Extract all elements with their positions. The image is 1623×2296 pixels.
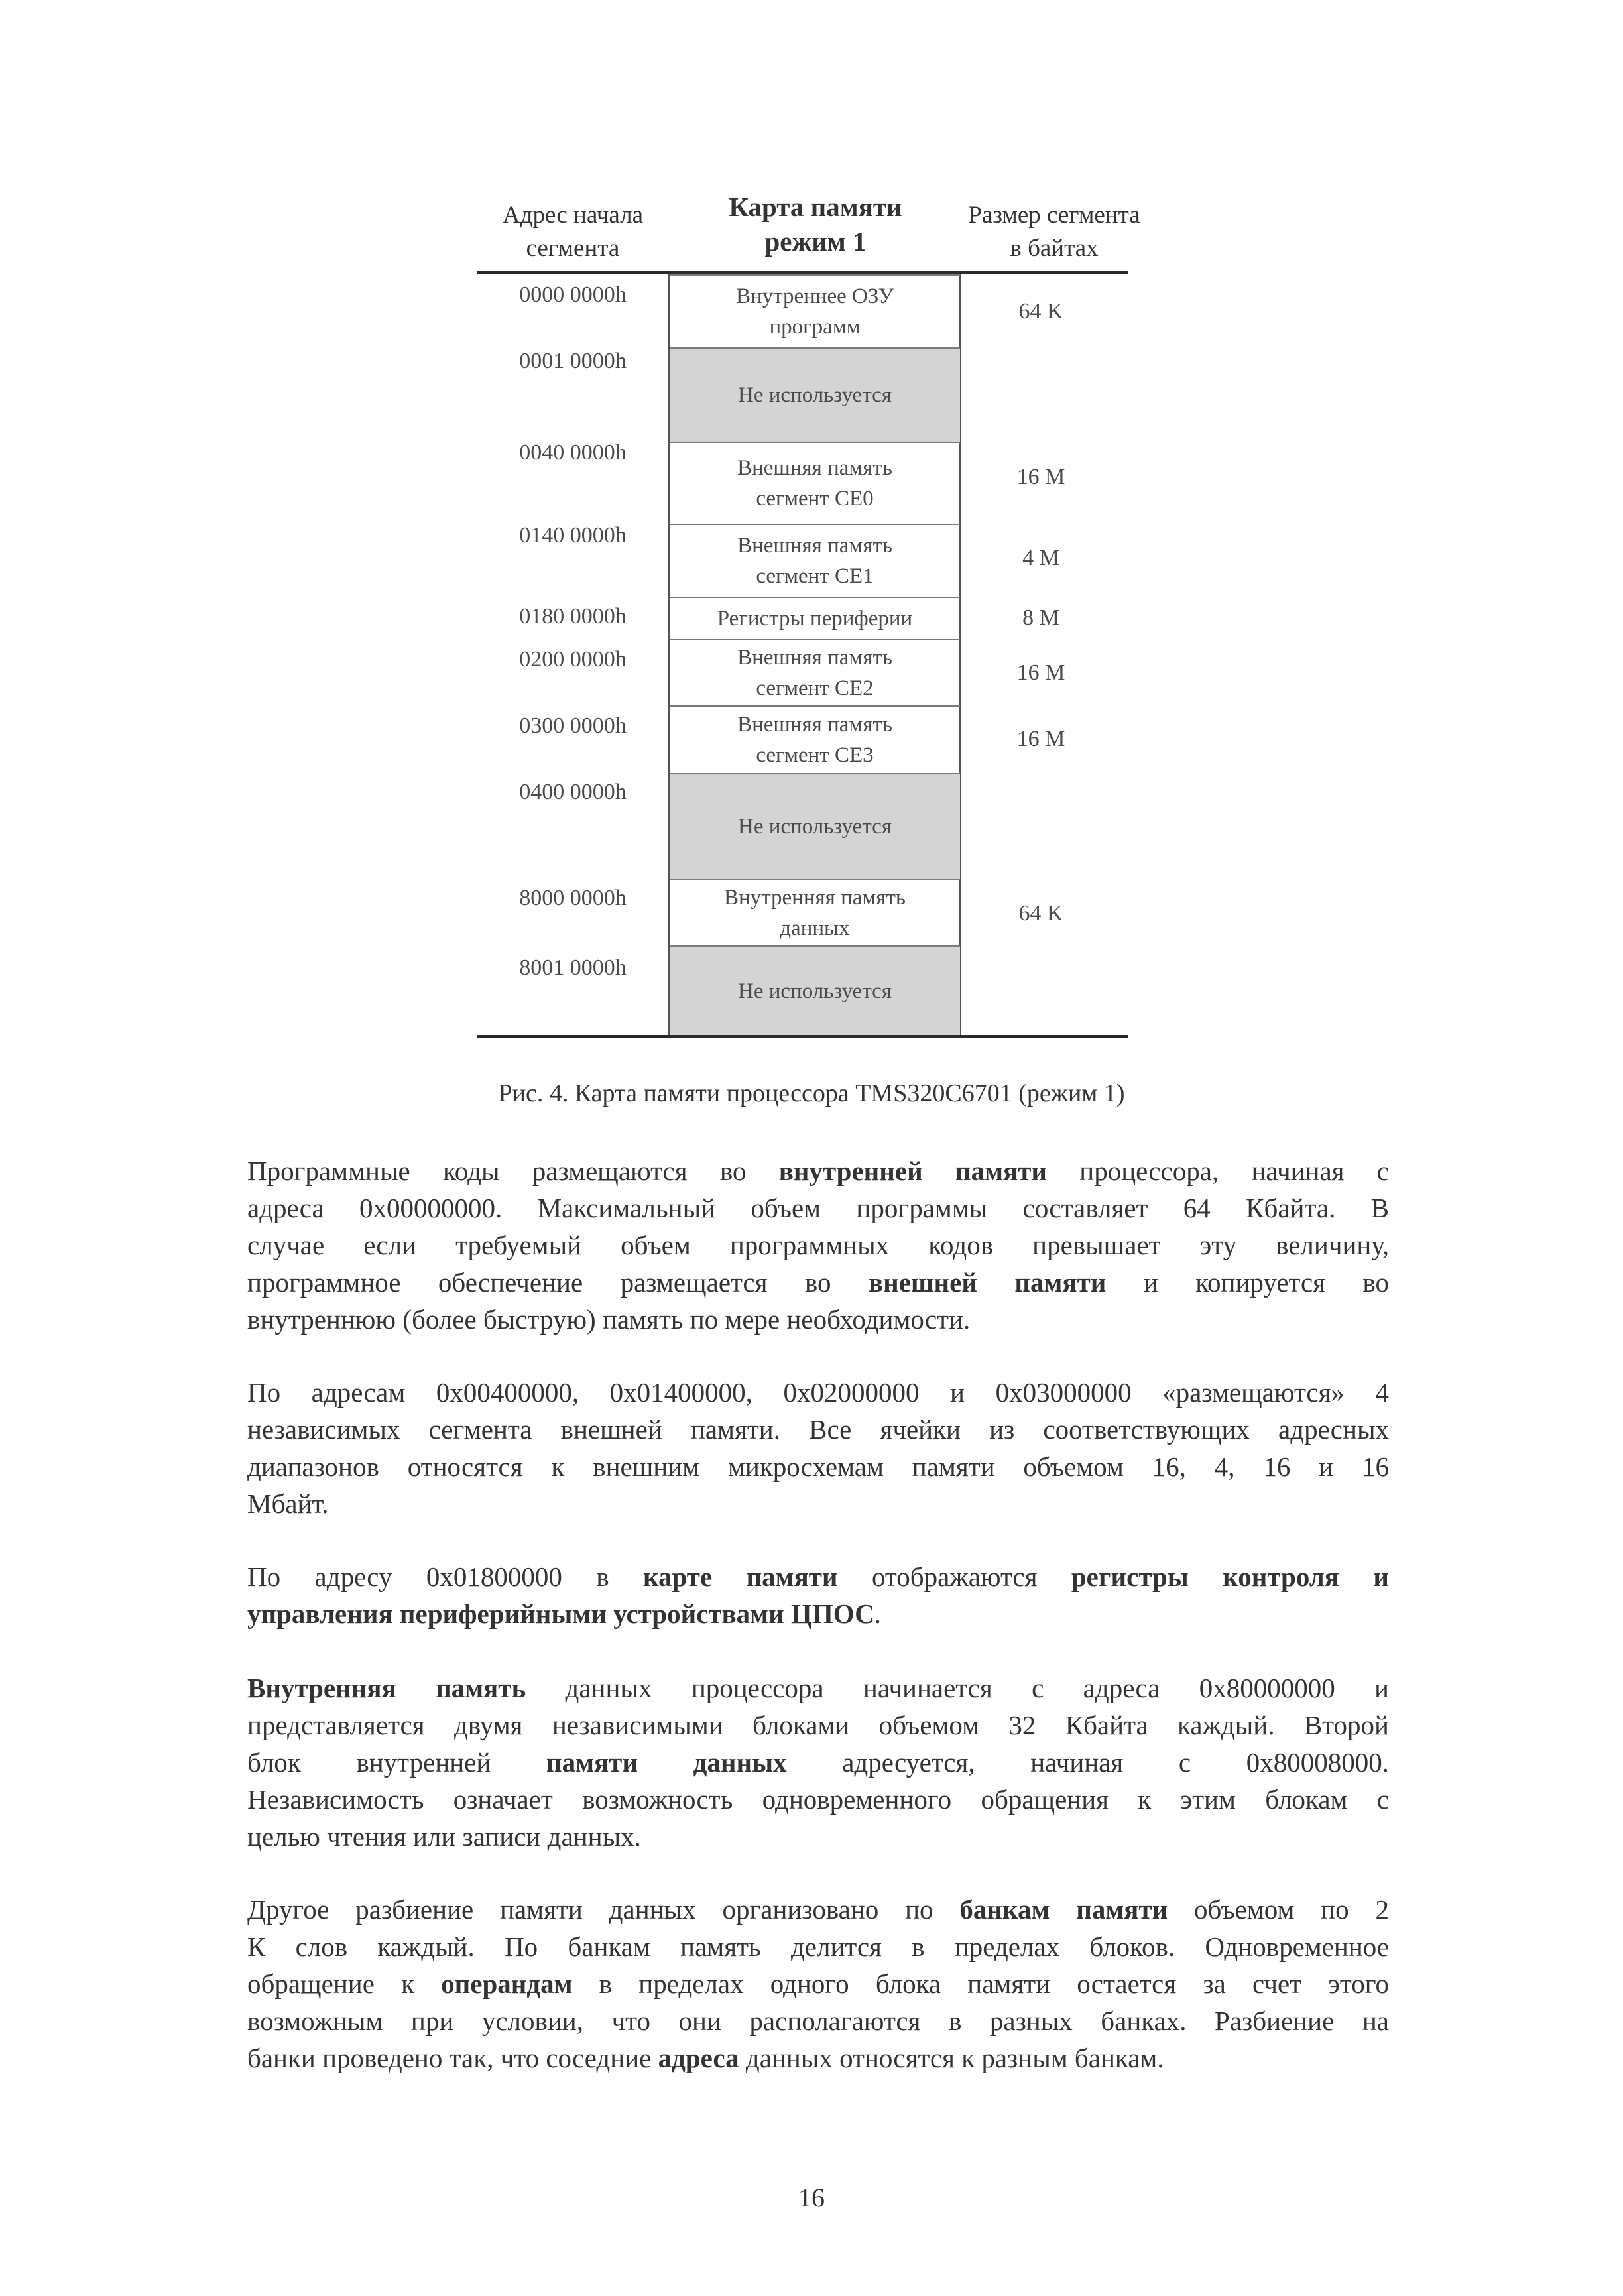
paragraph-line: По адресам 0x00400000, 0x01400000, 0x02000000 и 0x03000000 «размещаются» 4 (247, 1377, 1389, 1408)
segment-line: Регистры периферии (717, 607, 913, 631)
paragraph (247, 1374, 1389, 1522)
header-map-line: режим 1 (764, 226, 867, 257)
emphasis-term: управления периферийными устройствами ЦПОС (247, 1599, 874, 1629)
size-label: 4 M (1022, 546, 1059, 570)
paragraph-line: управления периферийными устройствами ЦПОС. (247, 1599, 882, 1629)
segment-line: Внешняя память (737, 713, 892, 737)
segment-line: сегмент CE0 (756, 487, 874, 511)
segment-line: Не используется (738, 815, 892, 839)
address-label: 0180 0000h (519, 604, 627, 629)
segment-unused-2 (670, 773, 960, 879)
emphasis-term: внешней памяти (868, 1267, 1107, 1298)
segment-line: Внутреннее ОЗУ (736, 284, 894, 308)
paragraph-line: Внутренняя память данных процессора начинается с адреса 0x80000000 и (247, 1673, 1389, 1703)
paragraph-line: адреса 0x00000000. Максимальный объем программы составляет 64 Кбайта. В (247, 1193, 1389, 1223)
paragraph-line: блок внутренней памяти данных адресуется, начиная с 0x80008000. (247, 1747, 1389, 1778)
size-label: 64 K (1018, 901, 1063, 926)
segment-peripheral-registers (670, 597, 960, 639)
segment-external-ce1 (670, 524, 960, 597)
segment-external-ce2 (670, 639, 960, 705)
address-label: 0400 0000h (519, 780, 627, 804)
paragraph-line: внутреннюю (более быструю) память по мере необходимости. (247, 1304, 971, 1335)
segment-line: Не используется (738, 979, 892, 1003)
header-size (941, 199, 1167, 265)
paragraph (247, 1669, 1389, 1855)
paragraph-line: Другое разбиение памяти данных организовано по банкам памяти объемом по 2 (247, 1894, 1389, 1925)
segment-unused-3 (670, 945, 960, 1035)
paragraph-line: диапазонов относятся к внешним микросхемам памяти объемом 16, 4, 16 и 16 (247, 1451, 1389, 1482)
header-map (683, 190, 948, 259)
emphasis-term: внутренней памяти (778, 1156, 1047, 1186)
paragraph-line: обращение к операндам в пределах одного блока памяти остается за счет этого (247, 1968, 1390, 1999)
size-label: 8 M (1022, 605, 1059, 630)
address-label: 8000 0000h (519, 886, 627, 910)
paragraph-line: Мбайт. (247, 1488, 329, 1519)
header-size-line: Размер сегмента (968, 202, 1140, 229)
address-label: 0040 0000h (519, 440, 627, 465)
paragraph-line: представляется двумя независимыми блоками объемом 32 Кбайта каждый. Второй (247, 1710, 1389, 1740)
page-number: 16 (798, 2183, 825, 2212)
segment-internal-data-memory (670, 879, 960, 945)
address-label: 0001 0000h (519, 349, 627, 373)
segment-internal-program-ram (670, 274, 960, 347)
segment-line: Не используется (738, 383, 892, 407)
segment-line: Внешняя память (737, 534, 892, 558)
segment-line: сегмент CE1 (756, 564, 874, 588)
emphasis-term: банкам памяти (959, 1894, 1168, 1925)
size-label: 16 M (1016, 727, 1065, 751)
paragraph-line: По адресу 0x01800000 в карте памяти отображаются регистры контроля и (247, 1561, 1390, 1592)
paragraph-line: Программные коды размещаются во внутренней памяти процессора, начиная с (247, 1156, 1390, 1186)
size-label: 16 M (1016, 660, 1065, 685)
paragraph-line: К слов каждый. По банкам память делится в пределах блоков. Одновременное (247, 1931, 1389, 1962)
emphasis-term: Внутренняя память (247, 1673, 526, 1703)
paragraph-line: программное обеспечение размещается во внешней памяти и копируется во (247, 1267, 1390, 1298)
emphasis-term: карте памяти (643, 1561, 838, 1592)
paragraph-line: целью чтения или записи данных. (247, 1821, 641, 1852)
segment-line: сегмент CE3 (756, 743, 874, 767)
paragraph (247, 1152, 1389, 1338)
segment-line: программ (769, 315, 861, 339)
address-label: 0300 0000h (519, 713, 627, 738)
header-address-line: Адрес начала (502, 202, 644, 229)
segment-line: данных (780, 916, 850, 940)
header-size-line: в байтах (1010, 235, 1099, 262)
header-address-line: сегмента (526, 235, 620, 262)
paragraph-line: случае если требуемый объем программных кодов превышает эту величину, (247, 1230, 1389, 1260)
size-label: 16 M (1016, 465, 1065, 489)
emphasis-term: адреса (658, 2043, 739, 2073)
address-label: 0000 0000h (519, 282, 627, 307)
segment-external-ce3 (670, 705, 960, 773)
paragraph-line: Независимость означает возможность одновременного обращения к этим блокам с (247, 1784, 1389, 1815)
header-address (480, 199, 666, 265)
segment-unused-1 (670, 347, 960, 442)
segment-line: Внешняя память (737, 646, 892, 670)
address-label: 8001 0000h (519, 955, 627, 980)
size-label: 64 K (1018, 299, 1063, 324)
paragraph (247, 1891, 1389, 2077)
address-label: 0200 0000h (519, 647, 627, 672)
emphasis-term: памяти данных (546, 1747, 787, 1778)
paragraph-line: независимых сегмента внешней памяти. Все ячейки из соответствующих адресных (247, 1414, 1389, 1445)
table-bottom-rule (477, 1035, 1128, 1038)
address-label: 0140 0000h (519, 523, 627, 548)
segment-line: Внешняя память (737, 456, 892, 480)
paragraph-line: возможным при условии, что они располагаются в разных банках. Разбиение на (247, 2006, 1389, 2036)
emphasis-term: операндам (441, 1968, 573, 1999)
paragraph-line: банки проведено так, что соседние адреса данных относятся к разным банкам. (247, 2043, 1164, 2073)
segment-line: Внутренняя память (724, 886, 906, 910)
header-map-line: Карта памяти (729, 192, 902, 222)
emphasis-term: регистры контроля и (1071, 1561, 1390, 1592)
segment-line: сегмент CE2 (756, 676, 874, 700)
figure-caption: Рис. 4. Карта памяти процессора TMS320C6701 (режим 1) (498, 1079, 1125, 1107)
paragraph (247, 1558, 1389, 1632)
segment-external-ce0 (670, 442, 960, 524)
